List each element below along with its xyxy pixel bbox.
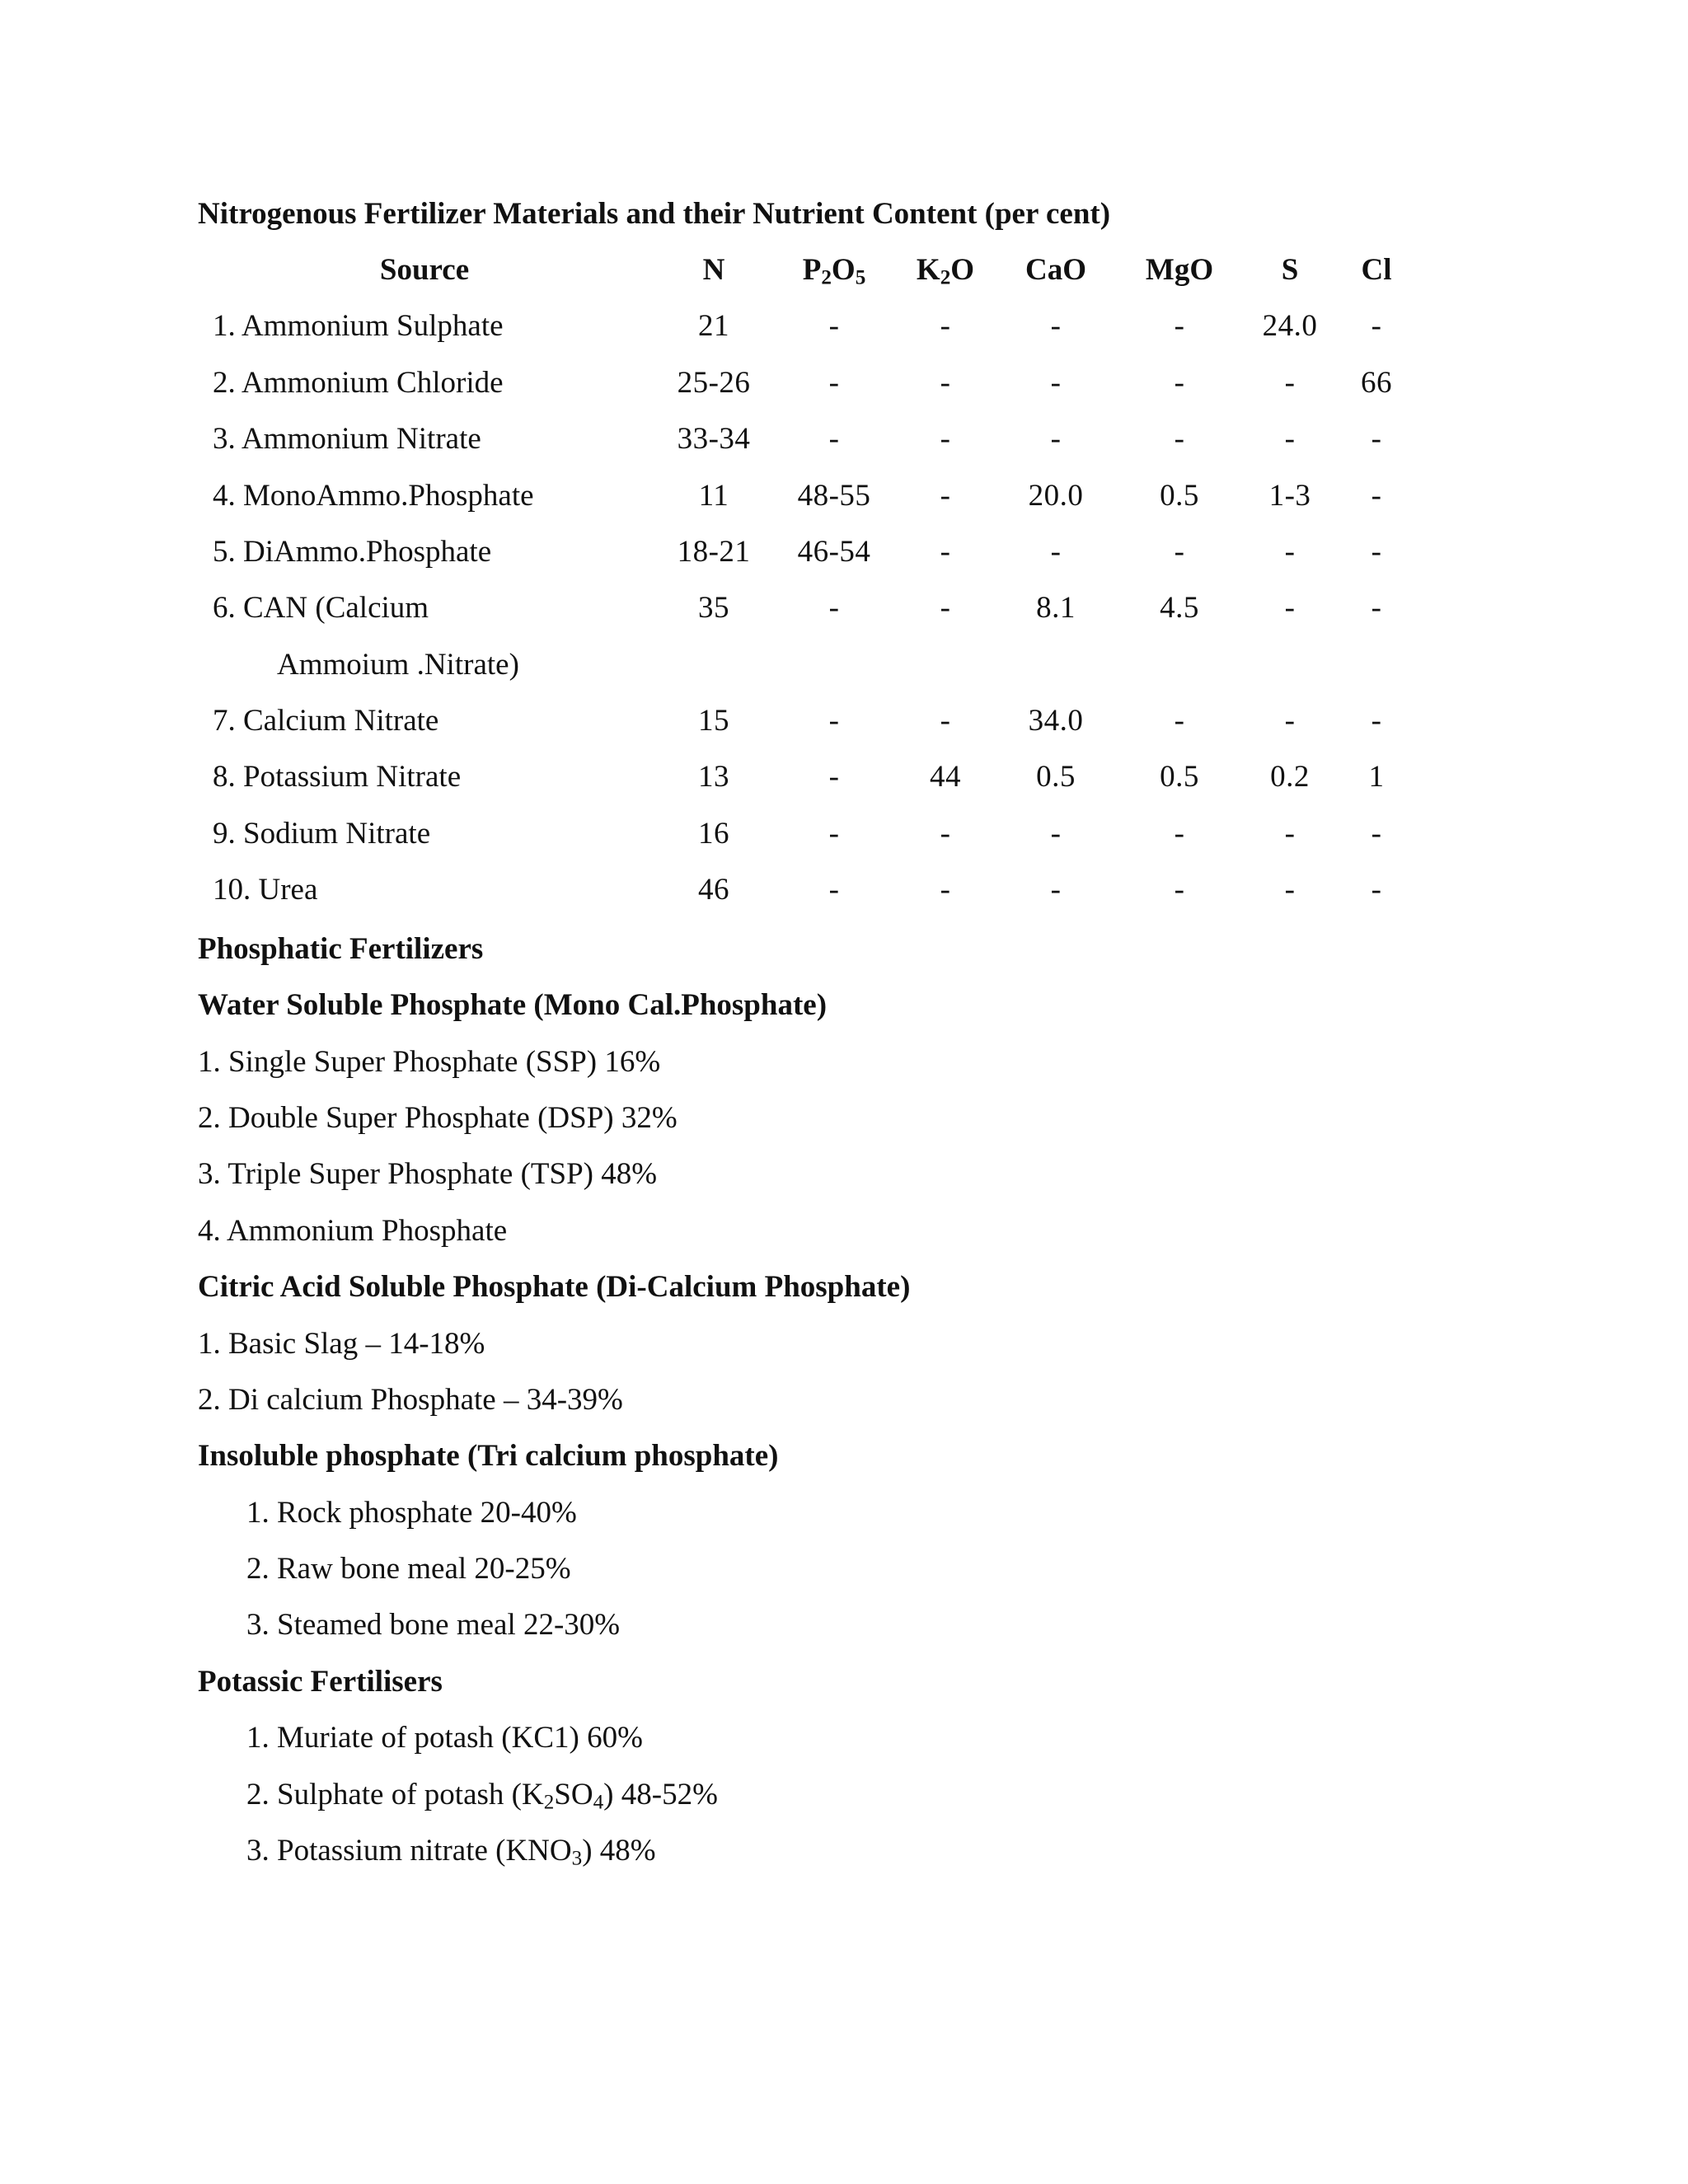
table-title: Nitrogenous Fertilizer Materials and their Nutrient Content (per cent) — [198, 197, 1111, 231]
list-item: 3. Steamed bone meal 22-30% — [246, 1608, 621, 1642]
table-cell: - — [940, 704, 951, 738]
table-cell: - — [828, 309, 840, 343]
header-source: Source — [379, 253, 470, 287]
table-cell: - — [1050, 535, 1062, 569]
table-cell: - — [1284, 422, 1296, 456]
table-cell: - — [940, 817, 951, 851]
potassic-heading: Potassic Fertilisers — [198, 1665, 443, 1699]
table-row-source: 1. Ammonium Sulphate — [213, 309, 504, 343]
table-cell: - — [828, 873, 840, 907]
list-item: 2. Raw bone meal 20-25% — [246, 1552, 571, 1586]
table-cell: 15 — [698, 704, 729, 738]
table-cell: - — [1174, 873, 1185, 907]
citric-soluble-heading: Citric Acid Soluble Phosphate (Di-Calcium Phosphate) — [198, 1270, 911, 1304]
table-cell: - — [1174, 704, 1185, 738]
formula-mid: SO — [554, 1778, 593, 1811]
formula-sub: 3 — [571, 1847, 583, 1870]
list-item — [246, 1777, 718, 1813]
header-k2o — [917, 252, 974, 288]
header-n: N — [702, 253, 725, 287]
table-cell: - — [940, 422, 951, 456]
table-cell: - — [1371, 704, 1382, 738]
table-cell: 0.5 — [1160, 479, 1199, 513]
header-cao: CaO — [1025, 253, 1086, 287]
table-row-source: 2. Ammonium Chloride — [213, 366, 504, 400]
table-cell: - — [940, 479, 951, 513]
table-cell: 34.0 — [1028, 704, 1084, 738]
list-item — [246, 1833, 656, 1869]
table-cell: 13 — [698, 760, 729, 794]
table-cell: - — [1174, 366, 1185, 400]
table-cell: - — [1371, 591, 1382, 625]
table-row-source: 9. Sodium Nitrate — [213, 817, 431, 851]
table-cell: 8.1 — [1036, 591, 1076, 625]
table-cell: 4.5 — [1160, 591, 1199, 625]
formula-post: ) 48-52% — [603, 1778, 718, 1811]
table-row-source: 6. CAN (Calcium — [213, 591, 429, 625]
list-item: 4. Ammonium Phosphate — [198, 1214, 508, 1248]
insoluble-heading: Insoluble phosphate (Tri calcium phosphate) — [198, 1439, 779, 1473]
table-cell: - — [1284, 817, 1296, 851]
table-cell: 20.0 — [1028, 479, 1084, 513]
formula-post: ) 48% — [582, 1834, 656, 1868]
header-k2o-mid: O — [950, 253, 975, 287]
header-p2o5-mid: O — [831, 253, 856, 287]
table-cell: 11 — [698, 479, 729, 513]
header-p2o5-sub1: 2 — [821, 266, 832, 289]
table-cell: - — [1050, 309, 1062, 343]
table-cell: - — [940, 366, 951, 400]
table-cell: - — [1284, 366, 1296, 400]
header-k2o-sub1: 2 — [940, 266, 951, 289]
table-cell: - — [1284, 591, 1296, 625]
table-cell: 48-55 — [797, 479, 871, 513]
formula-pre: 3. Potassium nitrate (KNO — [246, 1834, 572, 1868]
table-cell: - — [1174, 309, 1185, 343]
table-cell: - — [1371, 422, 1382, 456]
table-cell: - — [828, 422, 840, 456]
table-cell: - — [1284, 535, 1296, 569]
table-row-source-cont: Ammoium .Nitrate) — [277, 648, 519, 682]
table-row-source: 3. Ammonium Nitrate — [213, 422, 481, 456]
phosphatic-heading: Phosphatic Fertilizers — [198, 932, 484, 966]
table-cell: - — [1174, 422, 1185, 456]
table-cell: - — [1174, 817, 1185, 851]
table-cell: - — [828, 591, 840, 625]
table-cell: 46 — [698, 873, 729, 907]
formula-sub: 4 — [593, 1791, 604, 1814]
table-cell: 21 — [698, 309, 729, 343]
list-item: 2. Double Super Phosphate (DSP) 32% — [198, 1101, 678, 1135]
table-cell: - — [1050, 366, 1062, 400]
table-row-source: 8. Potassium Nitrate — [213, 760, 462, 794]
table-cell: - — [940, 309, 951, 343]
list-item: 1. Muriate of potash (KC1) 60% — [246, 1721, 643, 1755]
water-soluble-heading: Water Soluble Phosphate (Mono Cal.Phosphate) — [198, 988, 828, 1022]
header-mgo: MgO — [1145, 253, 1214, 287]
table-row-source: 7. Calcium Nitrate — [213, 704, 439, 738]
list-item: 1. Basic Slag – 14-18% — [198, 1327, 485, 1361]
table-cell: - — [1371, 479, 1382, 513]
table-cell: - — [1050, 817, 1062, 851]
list-item: 3. Triple Super Phosphate (TSP) 48% — [198, 1157, 658, 1191]
formula-sub: 2 — [543, 1791, 555, 1814]
header-k2o-base: K — [916, 253, 940, 287]
table-cell: 24.0 — [1262, 309, 1318, 343]
table-cell: - — [1284, 873, 1296, 907]
table-cell: - — [940, 591, 951, 625]
table-cell: - — [1371, 535, 1382, 569]
table-cell: - — [940, 535, 951, 569]
table-cell: - — [1050, 422, 1062, 456]
table-cell: - — [1371, 873, 1382, 907]
table-cell: - — [828, 817, 840, 851]
table-cell: 0.2 — [1270, 760, 1310, 794]
table-cell: 1-3 — [1268, 479, 1311, 513]
table-cell: - — [1371, 309, 1382, 343]
header-s: S — [1281, 253, 1299, 287]
table-cell: 46-54 — [797, 535, 871, 569]
table-cell: - — [1174, 535, 1185, 569]
table-cell: - — [940, 873, 951, 907]
header-p2o5-base: P — [802, 253, 822, 287]
table-cell: 0.5 — [1036, 760, 1076, 794]
table-cell: - — [1284, 704, 1296, 738]
formula-pre: 2. Sulphate of potash (K — [246, 1778, 544, 1811]
table-cell: 1 — [1368, 760, 1385, 794]
table-cell: 66 — [1361, 366, 1392, 400]
table-cell: 35 — [698, 591, 729, 625]
list-item: 2. Di calcium Phosphate – 34-39% — [198, 1383, 623, 1417]
header-p2o5-sub2: 5 — [855, 266, 866, 289]
table-cell: 18-21 — [677, 535, 751, 569]
list-item: 1. Single Super Phosphate (SSP) 16% — [198, 1045, 661, 1079]
table-row-source: 4. MonoAmmo.Phosphate — [213, 479, 534, 513]
table-cell: - — [828, 366, 840, 400]
table-cell: - — [828, 704, 840, 738]
table-cell: 44 — [930, 760, 961, 794]
header-cl: Cl — [1361, 253, 1392, 287]
table-cell: 25-26 — [677, 366, 751, 400]
table-row-source: 10. Urea — [213, 873, 318, 907]
table-row-source: 5. DiAmmo.Phosphate — [213, 535, 492, 569]
table-cell: - — [828, 760, 840, 794]
table-cell: - — [1371, 817, 1382, 851]
list-item: 1. Rock phosphate 20-40% — [246, 1496, 577, 1530]
table-cell: 16 — [698, 817, 729, 851]
table-cell: 0.5 — [1160, 760, 1199, 794]
header-p2o5 — [803, 252, 866, 288]
table-cell: 33-34 — [677, 422, 751, 456]
table-cell: - — [1050, 873, 1062, 907]
